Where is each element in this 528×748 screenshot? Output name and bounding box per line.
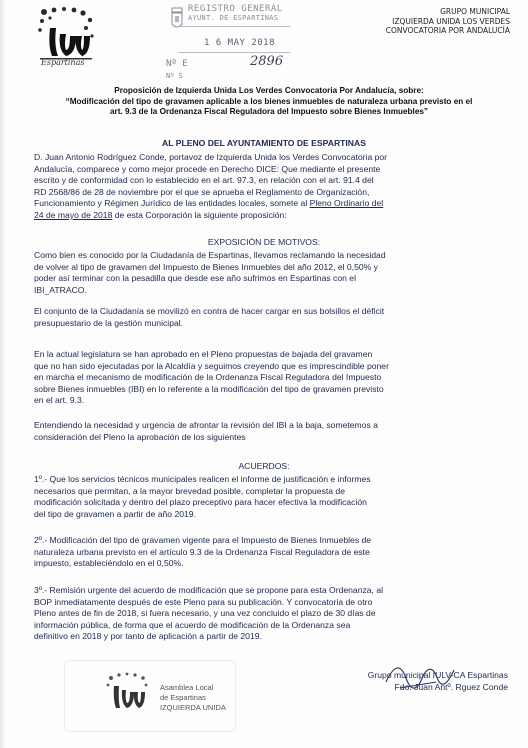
group-header: [340, 7, 510, 36]
acuerdos-heading: ACUERDOS:: [238, 461, 290, 471]
page-edge-shadow: [0, 0, 6, 748]
motivos-paragraph-4: [34, 420, 512, 443]
text-line: IBI_ATRACO.: [34, 284, 87, 295]
intro-line: escrito y de conformidad con lo establecido en el art. 97.3, en relación con el art. 91.4 del: [34, 175, 374, 186]
intro-line: RD 2568/86 de 28 de noviembre por el que se aprueba el Reglamento de Organización,: [34, 186, 370, 197]
seal-line: Asamblea Local: [160, 683, 214, 692]
logo-caption: Espartinas: [41, 58, 85, 67]
text-line: del tipo de gravamen a partir de año 2019.: [34, 508, 196, 519]
text-line: poder así terminar con la pesadilla que desde ese año sufrimos en Espartinas con el: [34, 273, 356, 284]
text-line: necesarios que permitan, a la mayor brevedad posible, completar la propuesta de: [34, 485, 345, 496]
text-line: en marcha el mecanismo de modificación de la Ordenanza Fiscal Reguladora del Impuesto: [34, 372, 382, 383]
seal-line: de Espartinas: [160, 693, 206, 702]
text-line: sobre Bienes inmuebles (IBI) en lo referente a la modificación del tipo de gravamen previsto: [34, 383, 384, 394]
text-line: impuesto, estableciéndolo en el 0,50%.: [34, 558, 184, 569]
header-line: GRUPO MUNICIPAL: [440, 7, 510, 16]
stamp-entry-number: 2896: [250, 54, 284, 69]
text-line: En la actual legislatura se han aprobado en el Pleno propuestas de bajada del gravamen: [34, 349, 373, 359]
header-line: CONVOCATORIA POR ANDALUCÍA: [385, 26, 510, 35]
seal-line: IZQUIERDA UNIDA: [160, 703, 226, 712]
handwritten-signature: [380, 652, 460, 700]
text-line: Como bien es conocido por la Ciudadanía de Espartinas, llevamos reclamando la necesidad: [34, 250, 386, 260]
stamp-date: 1 6 MAY 2018: [204, 38, 276, 48]
signature-name: Fdo: Juan Antº. Rguez Conde: [394, 681, 508, 692]
stamp-title: REGISTRO GENERAL: [188, 4, 283, 14]
acuerdo-2: [34, 535, 512, 570]
header-line: IZQUIERDA UNIDA LOS VERDES: [392, 16, 510, 26]
text-line: información pública, de forma que el acuerdo de modificación de la Ordenanza sea: [34, 619, 351, 630]
crest-icon: [170, 6, 184, 32]
stamp-exit-label: Nº S: [166, 72, 183, 80]
stamp-subtitle: AYUNT. DE ESPARTINAS: [188, 14, 279, 22]
text-line: de volver al tipo de gravamen del Impuesto de Bienes Inmuebles del año 2012, el 0,50% y: [34, 261, 378, 272]
text-line: en el art. 9.3.: [34, 395, 85, 406]
intro-text: de esta Corporación la siguiente proposición:: [112, 209, 287, 220]
signature-group: Grupo municipal IULV-CA Espartinas: [367, 670, 508, 680]
text-line: El conjunto de la Ciudadanía se movilizó en contra de hacer cargar en sus bolsillos el déficit: [34, 306, 385, 316]
intro-paragraph: [34, 152, 512, 222]
text-line: naturaleza urbana previsto en el artículo 9.3 de la Ordenanza Fiscal Reguladora de este: [34, 546, 370, 557]
intro-line: D. Juan Antonio Rodríguez Conde, portavoz de Izquierda Unida los Verdes Convocatoria por: [34, 152, 388, 162]
pleno-link-text: Pleno Ordinario del: [309, 198, 384, 209]
intro-line: Andalucía, comparece y como mejor procede en Derecho DICE: Que mediante el presente: [34, 163, 381, 174]
acuerdo-1: [34, 474, 512, 520]
text-line: presupuestario de la gestión municipal.: [34, 317, 184, 328]
text-line: Pleno antes de fin de 2018, si fuera necesario, y una vez concluido el plazo de 30 días de: [34, 608, 376, 619]
intro-line: [34, 198, 512, 210]
text-line: Entendiendo la necesidad y urgencia de afrontar la revisión del IBI a la baja, sometemos a: [34, 420, 378, 430]
motivos-paragraph-1: [34, 250, 512, 296]
assembly-logo-icon: [103, 672, 151, 716]
text-line: modificación solicitada y dentro del plazo preceptivo para hacer efectiva la modificación: [34, 497, 367, 508]
text-line: 3º.- Remisión urgente del acuerdo de modificación que se propone para esta Ordenanza, al: [34, 585, 384, 595]
motivos-paragraph-3: [34, 349, 512, 407]
text-line: 2º.- Modificación del tipo de gravamen vigente para el Impuesto de Bienes Inmuebles de: [34, 535, 372, 545]
assembly-seal: [160, 683, 226, 713]
text-line: 1º.- Que los servicios técnicos municipales realicen el informe de justificación e informes: [34, 474, 371, 484]
text-line: BOP inmediatamente después de este Pleno para su publicación. Y convocatoria de otro: [34, 596, 373, 607]
acuerdo-3: [34, 585, 512, 643]
registry-stamp: [164, 2, 292, 80]
intro-text: Funcionamiento y Régimen Jurídico de las entidades locales, somete al: [34, 198, 310, 209]
title-line: art. 9.3 de la Ordenanza Fiscal Reguladora del Impuesto sobre Bienes Inmuebles”: [109, 107, 429, 116]
stamp-rule: [178, 52, 290, 53]
title-line: Proposición de Izquierda Unida Los Verdes Convocatoria Por Andalucía, sobre:: [114, 86, 424, 95]
pleno-date: 24 de mayo de 2018: [34, 209, 113, 220]
title-line: “Modificación del tipo de gravamen aplicable a los bienes inmuebles de naturaleza urbana previsto en el: [65, 96, 473, 106]
text-line: definitivo en 2018 y por tanto de aplicación a partir de 2019.: [34, 631, 262, 642]
motivos-heading: EXPOSICIÓN DE MOTIVOS:: [207, 237, 321, 247]
intro-line: [34, 210, 512, 222]
stamp-entry-label: Nº E: [166, 59, 188, 69]
text-line: consideración del Pleno la aprobación de los siguientes: [34, 431, 246, 442]
stamp-rule: [178, 26, 290, 27]
text-line: que no han sido ejecutadas por la Alcaldía y seguimos creyendo que es imprescindible poner: [34, 360, 389, 371]
proposal-title: [30, 86, 508, 118]
addressee-heading: AL PLENO DEL AYUNTAMIENTO DE ESPARTINAS: [162, 138, 366, 148]
motivos-paragraph-2: [34, 306, 512, 329]
